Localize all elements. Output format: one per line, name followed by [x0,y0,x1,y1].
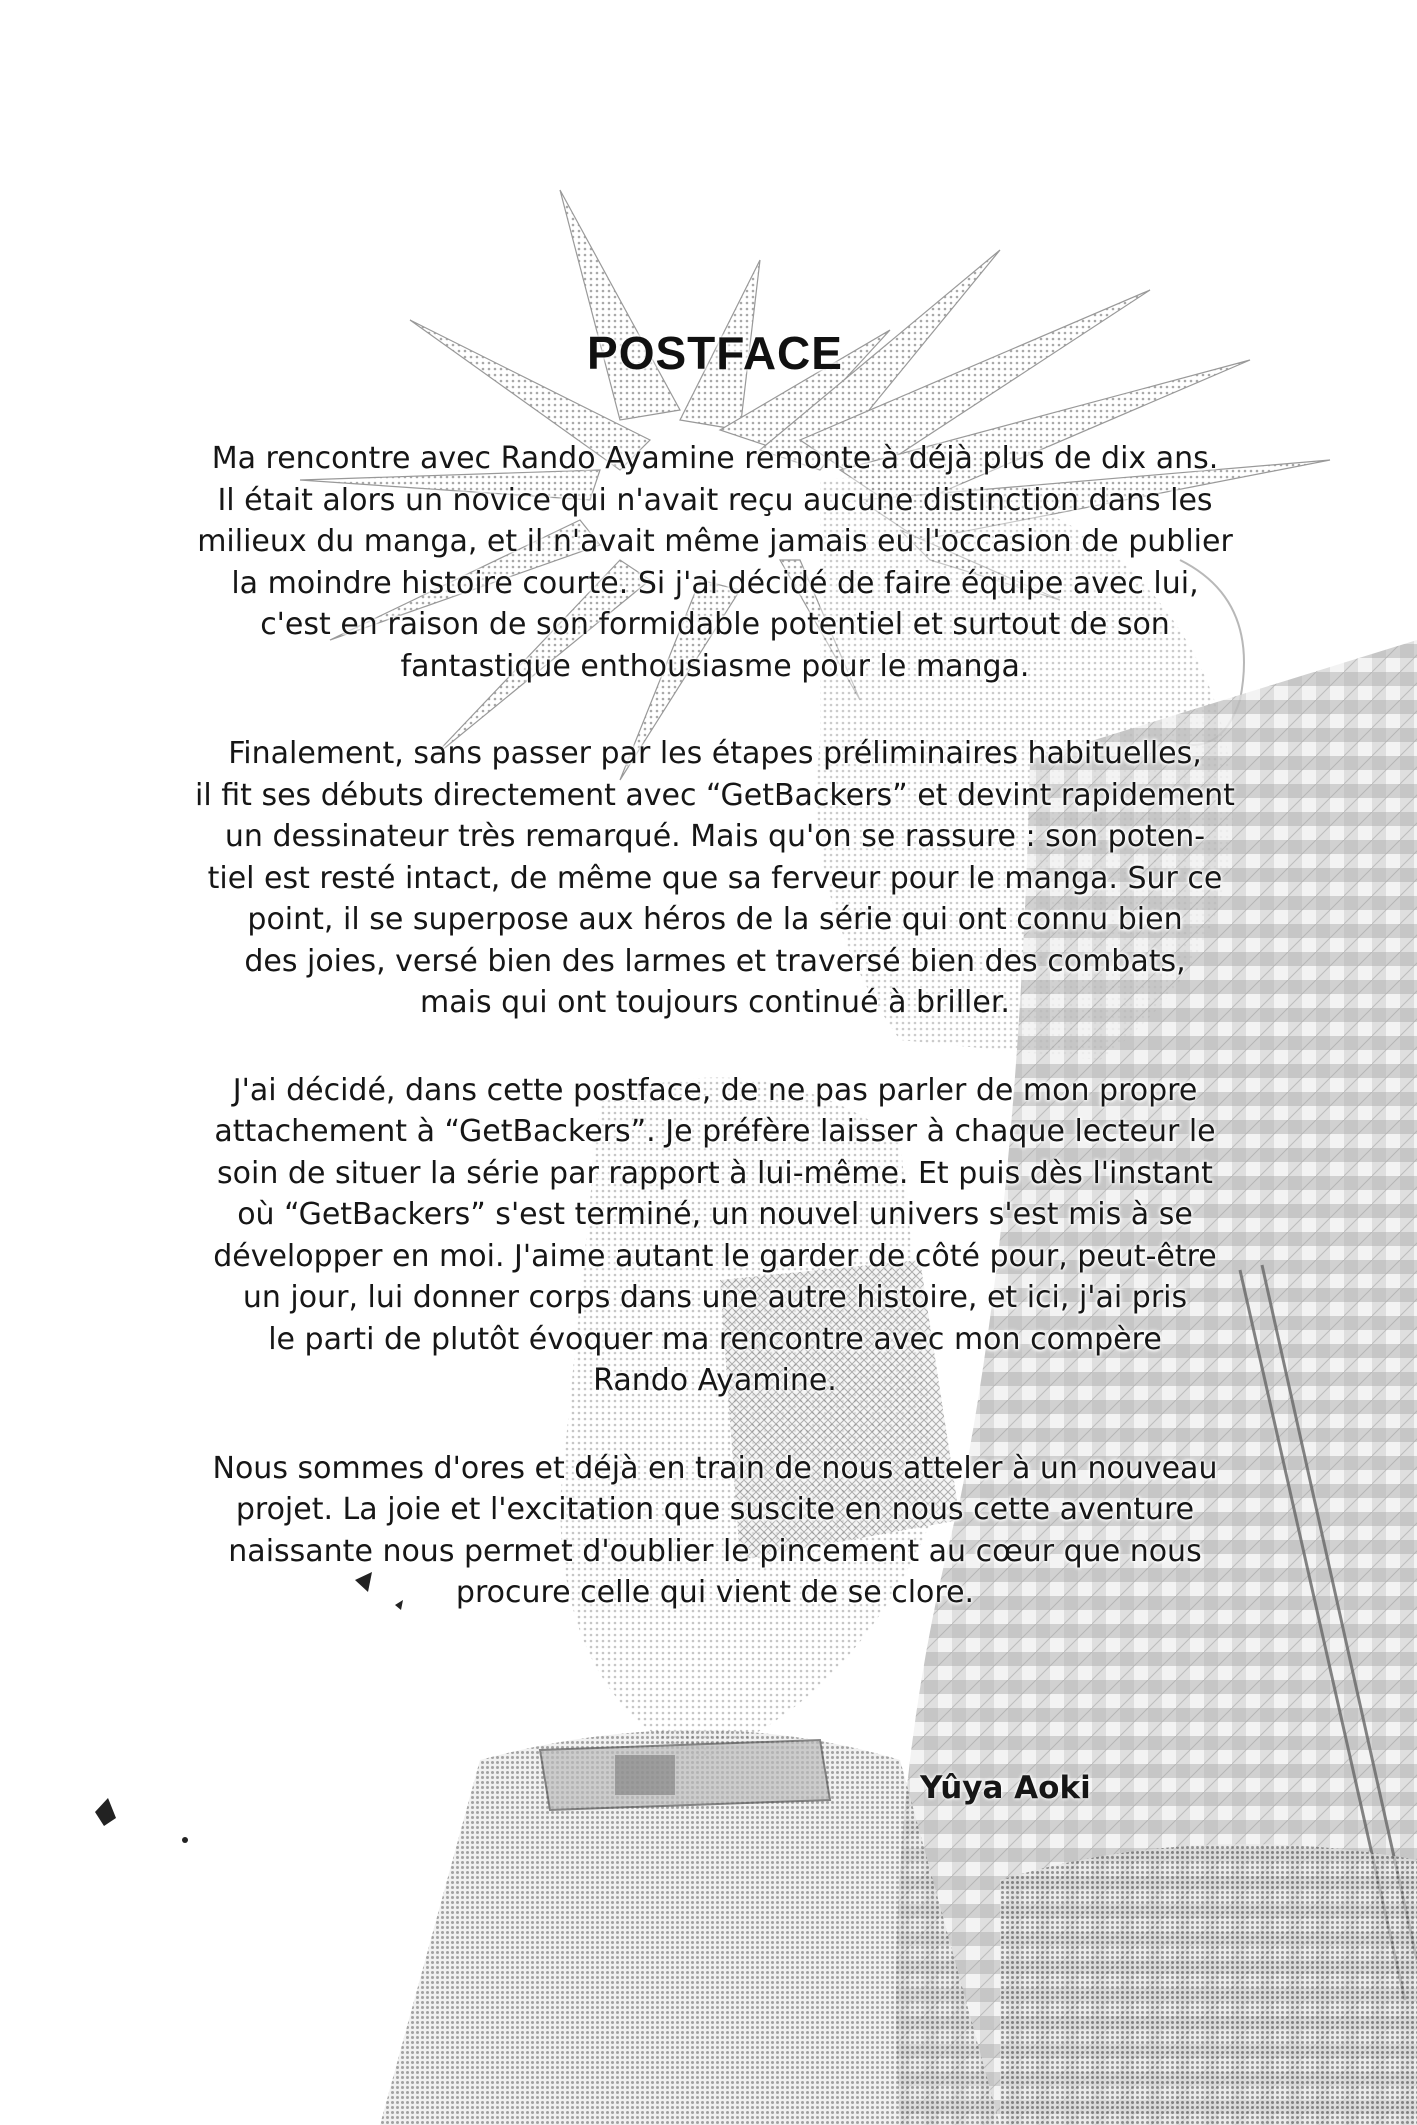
text-line: naissante nous permet d'oublier le pincement au cœur que nous [228,1533,1202,1569]
text-line: projet. La joie et l'excitation que suscite en nous cette aventure [235,1492,1195,1527]
text-line: fantastique enthousiasme pour le manga. [400,648,1030,684]
paragraph-3 [140,1070,1290,1402]
text-line: J'ai décidé, dans cette postface, de ne pas parler de mon propre [232,1072,1198,1108]
text-line: où “GetBackers” s'est terminé, un nouvel univers s'est mis à se [237,1197,1193,1232]
text-line: Rando Ayamine. [593,1363,837,1398]
text-line: soin de situer la série par rapport à lui-même. Et puis dès l'instant [217,1155,1213,1191]
text-line: Nous sommes d'ores et déjà en train de nous atteler à un nouveau [212,1450,1218,1486]
text-line: Ma rencontre avec Rando Ayamine remonte à déjà plus de dix ans. [211,441,1219,476]
text-line: attachement à “GetBackers”. Je préfère laisser à chaque lecteur le [214,1114,1216,1149]
paragraph-1 [140,438,1290,687]
paragraph-2 [140,733,1290,1024]
paragraph-4 [140,1448,1290,1614]
text-line: la moindre histoire courte. Si j'ai décidé de faire équipe avec lui, [231,565,1199,601]
text-line: un dessinateur très remarqué. Mais qu'on se rassure : son poten- [224,819,1206,854]
text-line: Finalement, sans passer par les étapes préliminaires habituelles, [228,736,1202,771]
text-line: un jour, lui donner corps dans une autre histoire, et ici, j'ai pris [242,1280,1188,1315]
text-line: des joies, versé bien des larmes et traversé bien des combats, [244,943,1186,979]
page-title: POSTFACE [587,327,843,379]
text-line: milieux du manga, et il n'avait même jamais eu l'occasion de publier [197,524,1233,559]
text-line: le parti de plutôt évoquer ma rencontre avec mon compère [268,1321,1162,1357]
text-line: c'est en raison de son formidable potentiel et surtout de son [260,607,1170,642]
text-line: tiel est resté intact, de même que sa ferveur pour le manga. Sur ce [207,860,1223,896]
text-line: Il était alors un novice qui n'avait reçu aucune distinction dans les [217,482,1213,518]
text-line: point, il se superpose aux héros de la série qui ont connu bien [247,902,1183,937]
text-line: développer en moi. J'aime autant le garder de côté pour, peut-être [213,1238,1217,1274]
postface-text [140,327,1290,1660]
text-line: il fit ses débuts directement avec “GetBackers” et devint rapidement [195,777,1235,813]
text-line: procure celle qui vient de se clore. [455,1575,975,1610]
author-signature: Yûya Aoki [920,1770,1091,1806]
text-line: mais qui ont toujours continué à briller. [420,985,1010,1020]
